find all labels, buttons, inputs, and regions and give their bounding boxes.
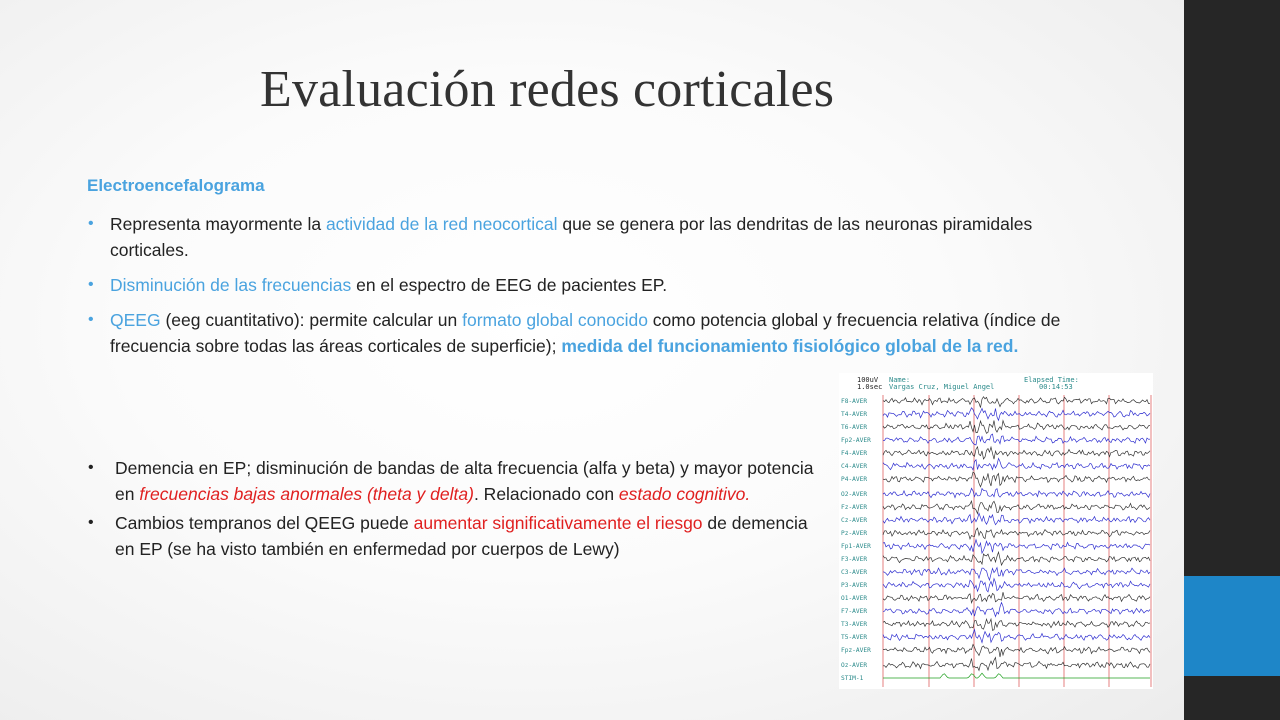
eeg-channel-label: Pz-AVER — [841, 530, 868, 537]
eeg-channel-label: F3-AVER — [841, 556, 868, 563]
bullet-item: • Demencia en EP; disminución de bandas de alta frecuencia (alfa y beta) y mayor potencia en frecuencias bajas anormales (theta y delta). Relacionado con estado cognitivo. — [88, 455, 818, 507]
eeg-channel-label: C3-AVER — [841, 569, 868, 576]
eeg-name-label: Name: — [889, 376, 911, 384]
highlight-text: QEEG — [110, 310, 161, 330]
bullet-item: • Cambios tempranos del QEEG puede aumentar significativamente el riesgo de demencia en EP (se ha visto también en enfermedad por cuerpos de Lewy) — [88, 510, 818, 562]
eeg-channel-label: P4-AVER — [841, 476, 868, 483]
bullet-dot-icon: • — [88, 459, 94, 476]
eeg-elapsed-label: Elapsed Time: — [1024, 376, 1079, 384]
eeg-channel-label: F4-AVER — [841, 450, 868, 457]
eeg-channel-label: T5-AVER — [841, 634, 868, 641]
bullet-dot-icon: • — [88, 311, 94, 328]
eeg-channel-label: P3-AVER — [841, 582, 868, 589]
eeg-recording-image — [839, 373, 1153, 689]
eeg-channel-label: STIM-1 — [841, 675, 864, 682]
eeg-channel-label: F7-AVER — [841, 608, 868, 615]
eeg-channel-label: O1-AVER — [841, 595, 868, 602]
eeg-channel-label: T4-AVER — [841, 411, 868, 418]
eeg-channel-label: Fz-AVER — [841, 504, 868, 511]
eeg-channel-label: T3-AVER — [841, 621, 868, 628]
eeg-channel-label: Cz-AVER — [841, 517, 868, 524]
eeg-channel-label: Fpz-AVER — [841, 647, 871, 654]
eeg-channel-label: C4-AVER — [841, 463, 868, 470]
red-italic-text: estado cognitivo. — [618, 484, 751, 504]
red-text: aumentar significativamente el riesgo — [413, 513, 703, 533]
bullet-item: • QEEG (eeg cuantitativo): permite calcular un formato global conocido como potencia global y frecuencia relativa (índice de frecuencia sobre todas las áreas corticales de superficie); medida del funcionamiento fisiológico global de la red. — [88, 307, 1078, 359]
eeg-channel-label: F8-AVER — [841, 398, 868, 405]
eeg-channel-label: Fp2-AVER — [841, 437, 871, 444]
slide-title: Evaluación redes corticales — [260, 61, 835, 118]
eeg-channel-label: Fp1-AVER — [841, 543, 871, 550]
eeg-elapsed-value: 00:14:53 — [1039, 383, 1073, 391]
eeg-scale: 100uV — [857, 376, 879, 384]
bullet-dot-icon: • — [88, 276, 94, 293]
eeg-channel-label: O2-AVER — [841, 491, 868, 498]
bullet-item: • Disminución de las frecuencias en el espectro de EEG de pacientes EP. — [88, 272, 1078, 298]
eeg-name-value: Vargas Cruz, Miguel Angel — [889, 383, 995, 391]
eeg-time-base: 1.0sec — [857, 383, 883, 391]
red-italic-text: frecuencias bajas anormales (theta y delta) — [139, 484, 474, 504]
top-bullet-list — [88, 211, 1078, 368]
sidebar-accent-block — [1184, 576, 1280, 676]
highlight-text: formato global conocido — [462, 310, 648, 330]
bottom-bullet-list — [88, 455, 818, 565]
eeg-channel-label: Oz-AVER — [841, 662, 868, 669]
bullet-dot-icon: • — [88, 514, 94, 531]
section-subheading: Electroencefalograma — [87, 176, 265, 195]
bullet-dot-icon: • — [88, 215, 94, 232]
highlight-text: Disminución de las frecuencias — [110, 275, 352, 295]
highlight-text: actividad de la red neocortical — [325, 214, 558, 234]
bullet-item: • Representa mayormente la actividad de la red neocortical que se genera por las dendritas de las neuronas piramidales corticales. — [88, 211, 1078, 263]
highlight-text-bold: medida del funcionamiento fisiológico global de la red. — [561, 336, 1019, 356]
eeg-channel-label: T6-AVER — [841, 424, 868, 431]
